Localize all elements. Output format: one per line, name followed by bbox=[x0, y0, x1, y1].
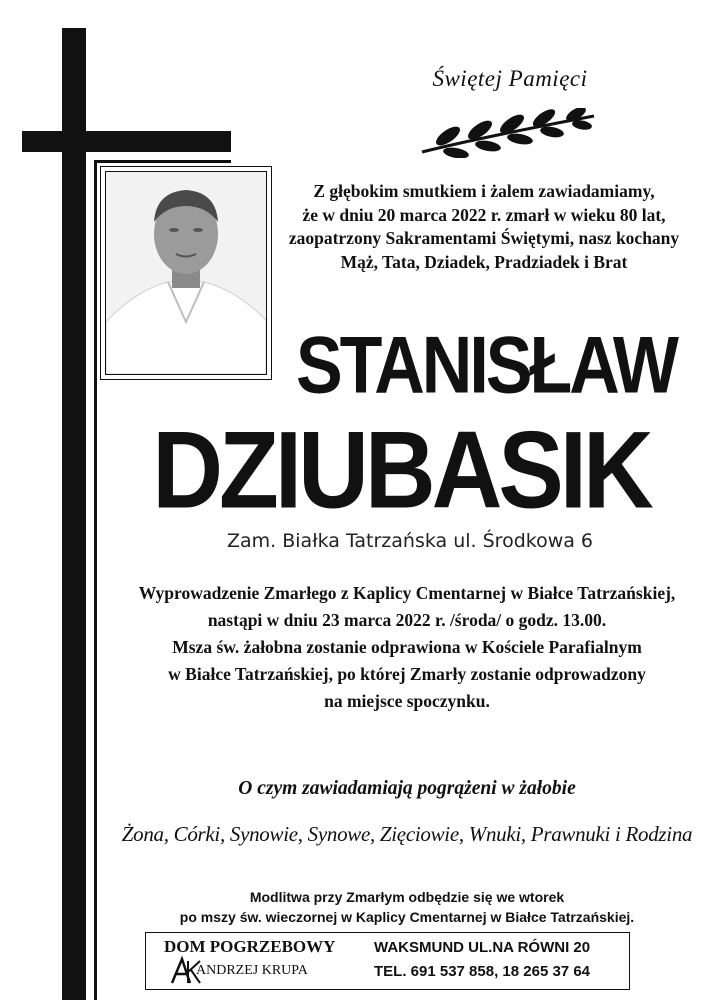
mourners-title: O czym zawiadamiają pogrążeni w żałobie bbox=[238, 778, 576, 799]
funeral-line: Msza św. żałobna zostanie odprawiona w Kościele Parafialnym bbox=[172, 637, 642, 657]
mourners-list: Żona, Córki, Synowie, Synowe, Zięciowie, Wnuki, Prawnuki i Rodzina bbox=[121, 822, 693, 846]
portrait-photo bbox=[100, 166, 272, 380]
portrait-icon bbox=[106, 172, 266, 374]
intro-text bbox=[278, 180, 690, 274]
funeral-line: nastąpi w dniu 23 marca 2022 r. /środa/ o godz. 13.00. bbox=[207, 610, 607, 630]
funeral-line: na miejsce spoczynku. bbox=[324, 691, 490, 711]
intro-line: że w dniu 20 marca 2022 r. zmarł w wieku 80 lat, bbox=[302, 204, 666, 225]
heading: Świętej Pamięci bbox=[432, 66, 588, 91]
prayer-notice bbox=[105, 887, 706, 927]
funeral-line: Wyprowadzenie Zmarłego z Kaplicy Cmentarnej w Białce Tatrzańskiej, bbox=[138, 583, 676, 603]
intro-line: Z głębokim smutkiem i żalem zawiadamiamy, bbox=[313, 181, 655, 201]
intro-line: zaopatrzony Sakramentami Świętymi, nasz kochany bbox=[288, 228, 680, 248]
laurel-branch-icon bbox=[418, 108, 600, 158]
deceased-last-name: DZIUBASIK bbox=[152, 407, 650, 531]
prayer-line: Modlitwa przy Zmarłym odbędzie się we wtorek bbox=[249, 889, 565, 905]
funeral-home-name: DOM POGRZEBOWY bbox=[164, 937, 336, 956]
funeral-home-owner: ANDRZEJ KRUPA bbox=[196, 963, 308, 978]
funeral-home-box bbox=[145, 932, 630, 990]
funeral-line: w Białce Tatrzańskiej, po której Zmarły zostanie odprowadzony bbox=[168, 664, 646, 684]
funeral-home-phone: TEL. 691 537 858, 18 265 37 64 bbox=[374, 963, 590, 980]
deceased-first-name: STANISŁAW bbox=[295, 320, 676, 410]
prayer-line: po mszy św. wieczornej w Kaplicy Cmentarnej w Białce Tatrzańskiej. bbox=[179, 909, 635, 925]
residence-address: Zam. Białka Tatrzańska ul. Środkowa 6 bbox=[226, 530, 594, 552]
funeral-details bbox=[105, 580, 706, 715]
funeral-home-address: WAKSMUND UL.NA RÓWNI 20 bbox=[374, 939, 591, 956]
intro-line: Mąż, Tata, Dziadek, Pradziadek i Brat bbox=[340, 251, 628, 272]
